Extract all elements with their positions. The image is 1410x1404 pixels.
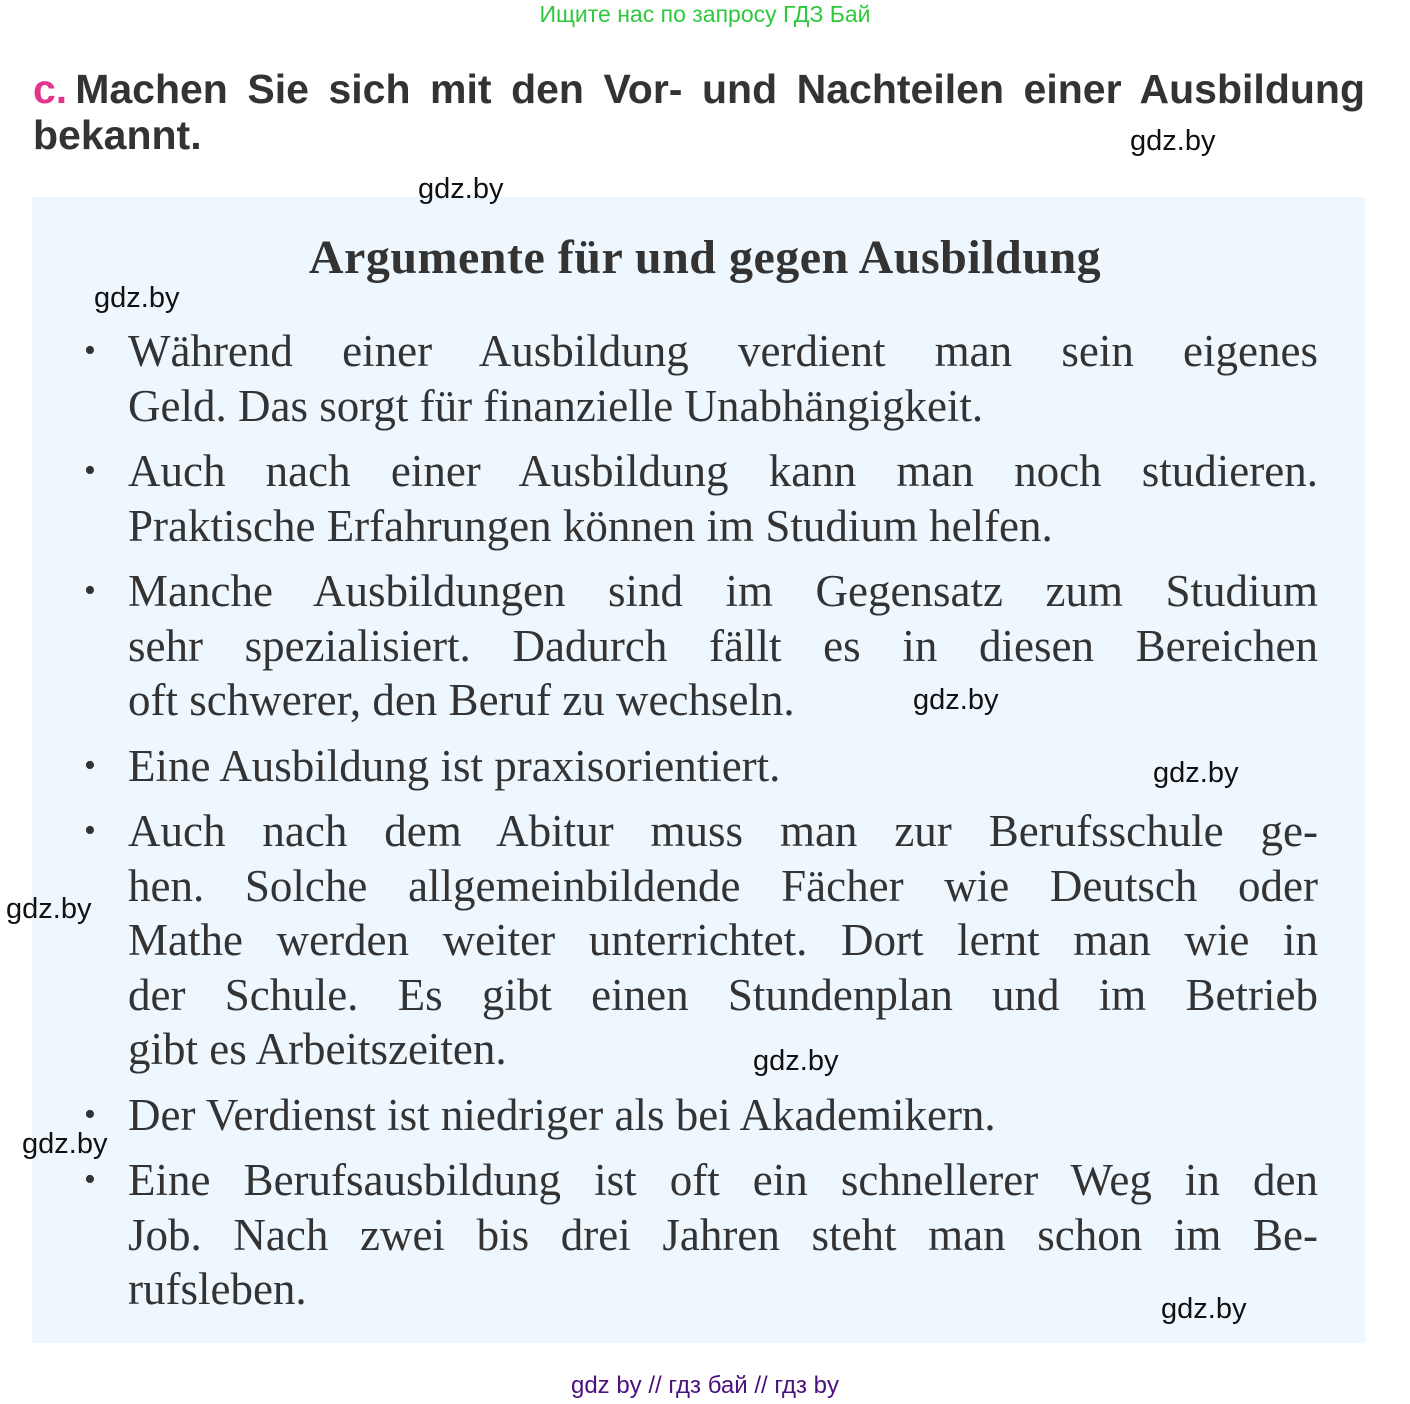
item-line: Eine Berufsausbildung ist oft ein schnellerer Weg in den — [128, 1155, 1318, 1205]
watermark: gdz.by — [1161, 1293, 1247, 1325]
item-line: sehr spezialisiert. Dadurch fällt es in diesen Bereichen — [128, 620, 1318, 671]
item-line: der Schule. Es gibt einen Stundenplan und im Betrieb — [128, 969, 1318, 1020]
list-item — [84, 1153, 1318, 1317]
item-line: hen. Solche allgemeinbildende Fächer wie Deutsch oder — [128, 860, 1318, 911]
task-line-2: bekannt. — [33, 112, 202, 158]
bullet-icon: • — [84, 1095, 96, 1133]
list-item — [84, 564, 1318, 728]
task-line-1 — [33, 66, 1365, 112]
item-line: Während einer Ausbildung verdient man sein eigenes — [128, 326, 1318, 376]
watermark: gdz.by — [1153, 757, 1239, 789]
item-line: rufsleben. — [128, 1264, 307, 1314]
bullet-icon: • — [84, 812, 96, 849]
list-item — [84, 1088, 1318, 1143]
item-line: gibt es Arbeitszeiten. — [128, 1024, 507, 1074]
watermark: gdz.by — [418, 173, 504, 205]
box-title: Argumente für und gegen Ausbildung — [308, 231, 1102, 284]
item-line: Mathe werden weiter unterrichtet. Dort lernt man wie in — [128, 915, 1318, 965]
watermark: gdz.by — [913, 684, 999, 716]
item-line: Manche Ausbildungen sind im Gegensatz zum Studium — [128, 566, 1318, 616]
item-line: Eine Ausbildung ist praxisorientiert. — [128, 740, 781, 791]
bullet-icon: • — [84, 332, 96, 369]
list-item — [84, 324, 1318, 433]
item-line: Auch nach dem Abitur muss man zur Berufsschule ge- — [128, 806, 1318, 856]
watermark: gdz.by — [6, 893, 92, 925]
task-text-1: Machen Sie sich mit den Vor- und Nachteilen einer Ausbildung — [75, 66, 1365, 112]
watermark: gdz.by — [753, 1045, 839, 1077]
watermark: gdz.by — [22, 1128, 108, 1160]
task-letter: c. — [33, 66, 68, 112]
bullet-icon: • — [84, 572, 96, 609]
watermark: gdz.by — [94, 282, 180, 314]
item-line: Geld. Das sorgt für finanzielle Unabhängigkeit. — [128, 380, 984, 431]
argument-list — [84, 324, 1318, 1328]
bullet-icon: • — [84, 1161, 96, 1198]
top-banner: Ищите нас по запросу ГДЗ Бай — [539, 1, 871, 27]
watermark: gdz.by — [1130, 125, 1216, 157]
item-line: Job. Nach zwei bis drei Jahren steht man schon im Be- — [128, 1209, 1318, 1260]
list-item — [84, 804, 1318, 1077]
item-line: Auch nach einer Ausbildung kann man noch studieren. — [128, 446, 1318, 496]
footer: gdz by // гдз бай // гдз by — [570, 1372, 840, 1399]
bullet-icon: • — [84, 452, 96, 489]
item-line: oft schwerer, den Beruf zu wechseln. — [128, 675, 795, 725]
item-line: Der Verdienst ist niedriger als bei Akademikern. — [128, 1089, 996, 1140]
list-item — [84, 444, 1318, 553]
list-item — [84, 739, 1318, 794]
item-line: Praktische Erfahrungen können im Studium helfen. — [128, 500, 1053, 551]
bullet-icon: • — [84, 746, 96, 784]
